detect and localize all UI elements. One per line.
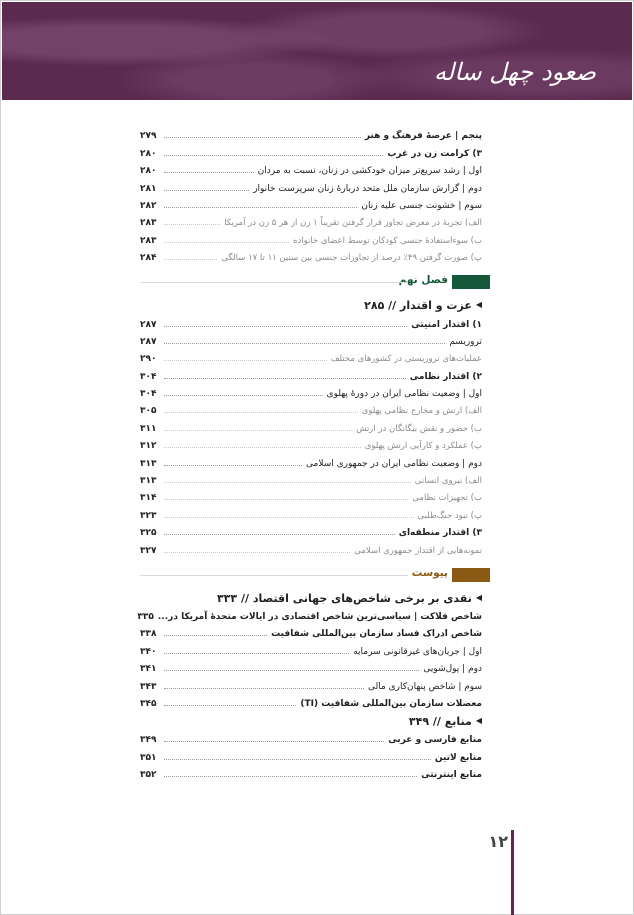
toc-entry <box>140 176 482 193</box>
dot-leader <box>164 360 327 361</box>
dot-leader <box>164 482 411 483</box>
dot-leader <box>164 190 249 191</box>
toc-entry-title: دوم | گزارش سازمان ملل متحد دربارهٔ زنان سرپرست خانوار <box>253 183 482 194</box>
toc-entry-title: پ) عملکرد و کارآیی ارتش پهلوی <box>364 441 482 452</box>
dot-leader <box>164 155 383 156</box>
toc-entry-title: اول | وضعیت نظامی ایران در دورهٔ پهلوی <box>326 389 482 400</box>
table-of-contents <box>137 124 482 781</box>
dot-leader <box>164 705 296 706</box>
toc-entry-title: اول | جریان‌های غیرقانونی سرمایه <box>353 646 482 657</box>
toc-entry <box>140 382 482 399</box>
header-banner <box>2 2 632 100</box>
page-edge-line <box>511 830 514 915</box>
toc-entry <box>140 745 482 762</box>
toc-entry-page: ۳۱۳ <box>140 458 157 469</box>
toc-entry-title: ۱) اقتدار امنیتی <box>411 319 482 330</box>
toc-entry <box>140 124 482 141</box>
sources-heading: ◀ منابع // ۳۴۹ <box>408 714 482 728</box>
toc-entry <box>137 605 482 622</box>
triangle-icon: ◀ <box>475 592 482 602</box>
toc-entry <box>140 763 482 780</box>
dot-leader <box>164 343 445 344</box>
toc-entry-page: ۳۱۲ <box>140 441 157 452</box>
toc-entry-page: ۳۴۱ <box>140 664 157 675</box>
chapter-heading: ◀ عزت و اقتدار // ۲۸۵ <box>364 299 482 313</box>
toc-entry-title: سوم | خشونت جنسی علیه زنان <box>361 200 482 211</box>
dot-leader <box>164 653 349 654</box>
toc-entry-page: ۳۳۸ <box>140 629 157 640</box>
toc-entry-title: تروریسم <box>449 336 482 347</box>
toc-entry-page: ۳۳۵ <box>137 611 154 622</box>
appendix-label-bar <box>452 568 490 582</box>
toc-entry-page: ۳۱۳ <box>140 476 157 487</box>
toc-block <box>140 124 482 263</box>
toc-entry <box>140 486 482 503</box>
toc-entry <box>140 728 482 745</box>
toc-entry-page: ۳۰۴ <box>140 389 157 400</box>
toc-entry-page: ۲۷۹ <box>140 131 157 142</box>
toc-entry-title: ۲) اقتدار نظامی <box>409 371 482 382</box>
toc-entry-title: سوم | شاخص پنهان‌کاری مالی <box>367 681 482 692</box>
toc-entry-title: ب) تجهیزات نظامی <box>412 493 482 504</box>
toc-entry-page: ۲۸۴ <box>140 253 157 264</box>
divider <box>140 282 408 283</box>
toc-entry <box>140 141 482 158</box>
toc-block <box>140 312 482 555</box>
toc-entry-page: ۲۸۱ <box>140 183 157 194</box>
toc-entry-title: ۳) کرامت زن در غرب <box>387 148 482 159</box>
toc-entry <box>140 622 482 639</box>
toc-entry-page: ۲۸۰ <box>140 166 157 177</box>
toc-entry <box>140 416 482 433</box>
triangle-icon: ◀ <box>475 715 482 725</box>
toc-entry-title: ب) سوءاستفادهٔ جنسی کودکان توسط اعضای خانواده <box>292 235 482 246</box>
toc-entry-title: معضلات سازمان بین‌المللی شفافیت (TI) <box>300 698 482 709</box>
toc-entry <box>140 347 482 364</box>
toc-block <box>137 605 482 709</box>
toc-entry-title: نمونه‌هایی از اقتدار جمهوری اسلامی <box>354 545 482 556</box>
toc-entry <box>140 246 482 263</box>
dot-leader <box>164 552 350 553</box>
toc-entry-page: ۳۰۴ <box>140 371 157 382</box>
toc-entry-title: الف) تجربهٔ در معرض تجاوز قرار گرفتن تقریباً ۱ زن از هر ۵ زن در آمریکا <box>224 218 482 229</box>
dot-leader <box>164 207 357 208</box>
toc-entry <box>140 399 482 416</box>
dot-leader <box>164 741 384 742</box>
toc-entry-page: ۳۵۲ <box>140 770 157 781</box>
dot-leader <box>164 688 364 689</box>
toc-entry-page: ۲۸۷ <box>140 336 157 347</box>
toc-entry-title: ب) حضور و نقش بیگانگان در ارتش <box>356 423 482 434</box>
dot-leader <box>164 534 395 535</box>
toc-entry-page: ۲۸۲ <box>140 200 157 211</box>
appendix-label-text: پیوست <box>411 566 448 579</box>
toc-entry <box>140 503 482 520</box>
toc-entry-page: ۳۲۷ <box>140 545 157 556</box>
toc-entry <box>140 434 482 451</box>
toc-entry <box>140 469 482 486</box>
toc-entry-page: ۳۴۹ <box>140 735 157 746</box>
dot-leader <box>164 378 406 379</box>
toc-entry-page: ۲۸۷ <box>140 319 157 330</box>
dot-leader <box>164 412 358 413</box>
toc-entry-page: ۳۴۳ <box>140 681 157 692</box>
dot-leader <box>164 465 302 466</box>
toc-entry-page: ۳۴۵ <box>140 698 157 709</box>
chapter-label <box>140 271 482 293</box>
toc-entry <box>140 211 482 228</box>
dot-leader <box>164 635 267 636</box>
triangle-icon: ◀ <box>475 300 482 310</box>
toc-entry-title: منابع لاتین <box>434 752 482 763</box>
dot-leader <box>164 242 289 243</box>
toc-entry-page: ۳۰۵ <box>140 406 157 417</box>
toc-block <box>140 728 482 780</box>
dot-leader <box>164 447 361 448</box>
toc-entry-title: شاخص ادراک فساد سازمان بین‌المللی شفافیت <box>271 629 482 640</box>
toc-entry <box>140 451 482 468</box>
toc-entry-page: ۲۸۳ <box>140 235 157 246</box>
toc-entry-title: اول | رشد سریع‌تر میزان خودکشی در زنان، نسبت به مردان <box>257 166 482 177</box>
dot-leader <box>164 395 323 396</box>
toc-entry-title: پنجم | عرصهٔ فرهنگ و هنر <box>364 131 482 142</box>
toc-entry-title: منابع اینترنتی <box>421 770 482 781</box>
toc-entry-page: ۳۱۱ <box>140 423 157 434</box>
toc-entry <box>140 674 482 691</box>
page-number: ۱۲ <box>488 832 508 851</box>
toc-entry-title: عملیات‌های تروریستی در کشورهای مختلف <box>330 354 482 365</box>
dot-leader <box>164 499 408 500</box>
chapter-label-bar <box>452 275 490 289</box>
dot-leader <box>164 759 431 760</box>
dot-leader <box>164 517 414 518</box>
toc-entry-page: ۳۲۵ <box>140 528 157 539</box>
dot-leader <box>164 137 361 138</box>
dot-leader <box>164 326 407 327</box>
toc-entry-title: الف) نیروی انسانی <box>414 476 482 487</box>
toc-entry-title: پ) نبود جنگ‌طلبی <box>417 510 482 521</box>
toc-entry-page: ۲۸۳ <box>140 218 157 229</box>
toc-entry <box>140 538 482 555</box>
toc-entry <box>140 330 482 347</box>
toc-entry <box>140 228 482 245</box>
toc-entry <box>140 521 482 538</box>
toc-entry-title: الف) ارتش و مخارج نظامی پهلوی <box>361 406 482 417</box>
toc-entry <box>140 194 482 211</box>
toc-entry-title: پ) صورت گرفتن ۴۹٪ درصد از تجاوزات جنسی بین سنین ۱۱ تا ۱۷ سالگی <box>221 253 482 264</box>
toc-entry-title: شاخص فلاکت | سیاسی‌ترین شاخص اقتصادی در ایالات متحدهٔ آمریکا در... <box>157 611 482 622</box>
appendix-label <box>140 564 482 586</box>
dot-leader <box>164 430 352 431</box>
toc-entry <box>140 639 482 656</box>
toc-entry-page: ۳۱۴ <box>140 493 157 504</box>
toc-entry <box>140 692 482 709</box>
toc-entry <box>140 159 482 176</box>
toc-entry-page: ۲۸۰ <box>140 148 157 159</box>
dot-leader <box>164 259 217 260</box>
toc-entry-title: ۳) اقتدار منطقه‌ای <box>398 528 482 539</box>
book-title: صعود چهل ساله <box>434 58 596 86</box>
appendix-heading: ◀ نقدی بر برخی شاخص‌های جهانی اقتصاد // ۳۳۳ <box>216 591 482 605</box>
dot-leader <box>164 776 417 777</box>
dot-leader <box>164 670 419 671</box>
toc-entry <box>140 312 482 329</box>
toc-entry-page: ۳۲۳ <box>140 510 157 521</box>
toc-entry-page: ۲۹۰ <box>140 354 157 365</box>
toc-entry-title: دوم | وضعیت نظامی ایران در جمهوری اسلامی <box>306 458 482 469</box>
dot-leader <box>164 224 220 225</box>
toc-entry-title: دوم | پول‌شویی <box>423 664 482 675</box>
dot-leader <box>164 172 254 173</box>
divider <box>140 575 408 576</box>
toc-entry-page: ۳۵۱ <box>140 752 157 763</box>
toc-entry <box>140 364 482 381</box>
toc-entry-title: منابع فارسی و عربی <box>388 735 482 746</box>
toc-entry <box>140 657 482 674</box>
toc-entry-page: ۳۴۰ <box>140 646 157 657</box>
chapter-label-text: فصل نهم <box>398 274 448 287</box>
